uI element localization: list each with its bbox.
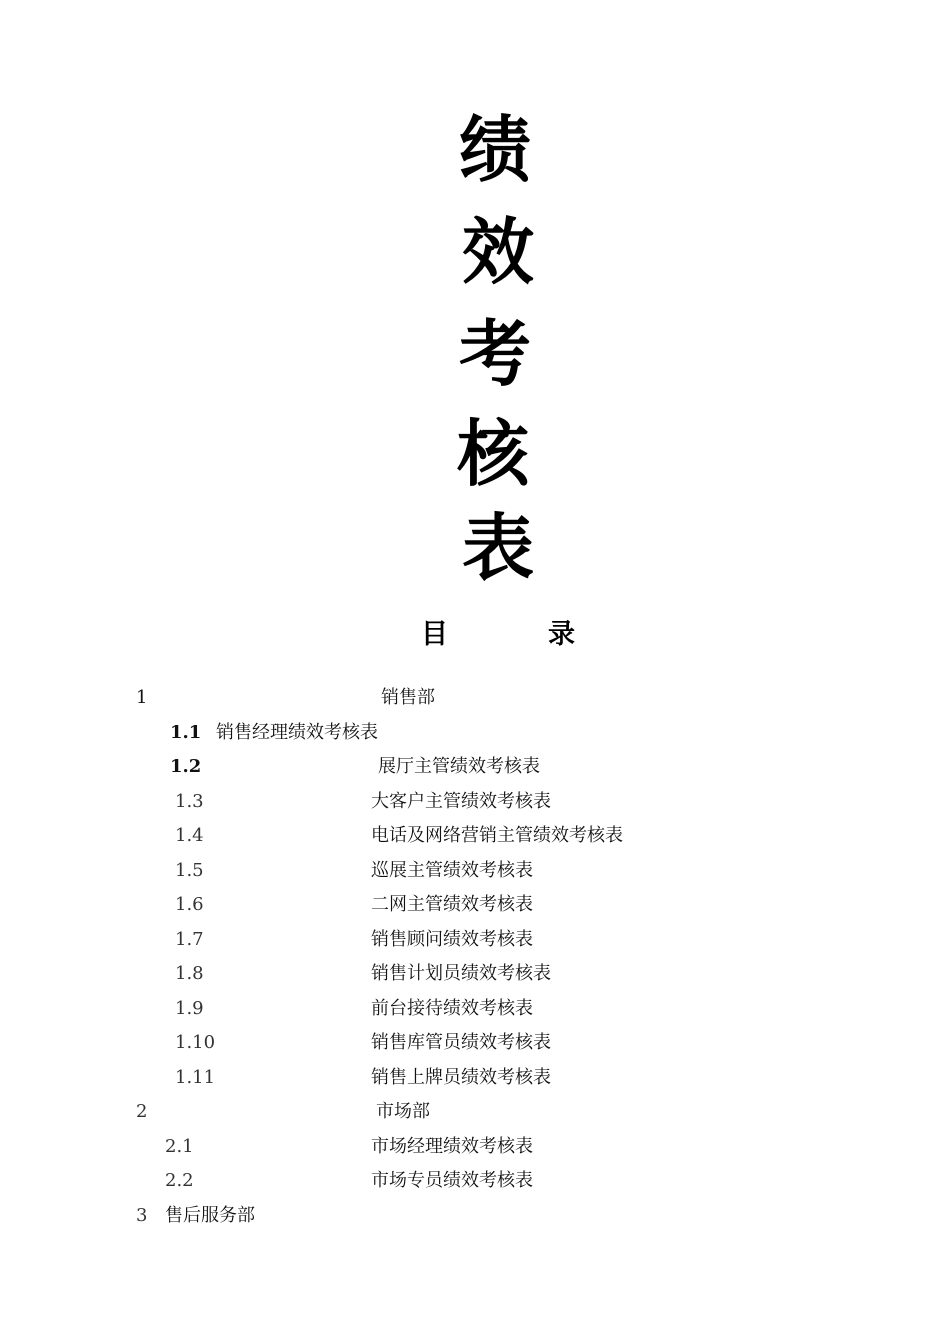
title-char-1: 绩 <box>459 107 532 192</box>
toc-entry-2-1-text: 市场经理绩效考核表 <box>371 1136 533 1157</box>
toc-entry-1-5-text: 巡展主管绩效考核表 <box>371 860 533 881</box>
toc-heading-right: 录 <box>548 619 575 650</box>
toc-entry-1-1-text: 销售经理绩效考核表 <box>216 722 378 743</box>
title-char-4: 核 <box>457 411 530 496</box>
toc-entry-1-10-text: 销售库管员绩效考核表 <box>371 1032 551 1053</box>
toc-entry-1-4-text: 电话及网络营销主管绩效考核表 <box>371 825 623 846</box>
toc-entry-1-3-text: 大客户主管绩效考核表 <box>371 791 551 812</box>
toc-entry-1-text: 销售部 <box>381 687 435 708</box>
toc-entry-1-9-number: 1.9 <box>175 998 204 1019</box>
toc-entry-1-11-number: 1.11 <box>175 1067 216 1088</box>
toc-heading-left: 目 <box>421 619 448 650</box>
toc-entry-3-number: 3 <box>136 1205 148 1226</box>
toc-entry-1-11-text: 销售上牌员绩效考核表 <box>371 1067 551 1088</box>
title-char-2: 效 <box>462 209 535 294</box>
toc-entry-2-text: 市场部 <box>376 1101 430 1122</box>
toc-entry-2-2-number: 2.2 <box>165 1170 194 1191</box>
toc-entry-1-10-number: 1.10 <box>175 1032 216 1053</box>
toc-entry-1-7-number: 1.7 <box>175 929 204 950</box>
toc-entry-1-6-number: 1.6 <box>175 894 204 915</box>
toc-entry-2-1-number: 2.1 <box>165 1136 194 1157</box>
toc-entry-2-2-text: 市场专员绩效考核表 <box>371 1170 533 1191</box>
toc-entry-1-2-text: 展厅主管绩效考核表 <box>378 756 540 777</box>
toc-entry-1-3-number: 1.3 <box>175 791 204 812</box>
title-char-5: 表 <box>462 505 535 590</box>
toc-entry-1-9-text: 前台接待绩效考核表 <box>371 998 533 1019</box>
toc-entry-1-5-number: 1.5 <box>175 860 204 881</box>
toc-entry-2-number: 2 <box>136 1101 148 1122</box>
toc-entry-1-8-number: 1.8 <box>175 963 204 984</box>
toc-entry-3-text: 售后服务部 <box>165 1205 255 1226</box>
toc-entry-1-4-number: 1.4 <box>175 825 204 846</box>
toc-entry-1-1-number: 1.1 <box>170 722 202 743</box>
toc-entry-1-6-text: 二网主管绩效考核表 <box>371 894 533 915</box>
toc-entry-1-8-text: 销售计划员绩效考核表 <box>371 963 551 984</box>
toc-entry-1-number: 1 <box>136 687 148 708</box>
title-char-3: 考 <box>459 311 532 396</box>
toc-entry-1-7-text: 销售顾问绩效考核表 <box>371 929 533 950</box>
toc-entry-1-2-number: 1.2 <box>170 756 202 777</box>
